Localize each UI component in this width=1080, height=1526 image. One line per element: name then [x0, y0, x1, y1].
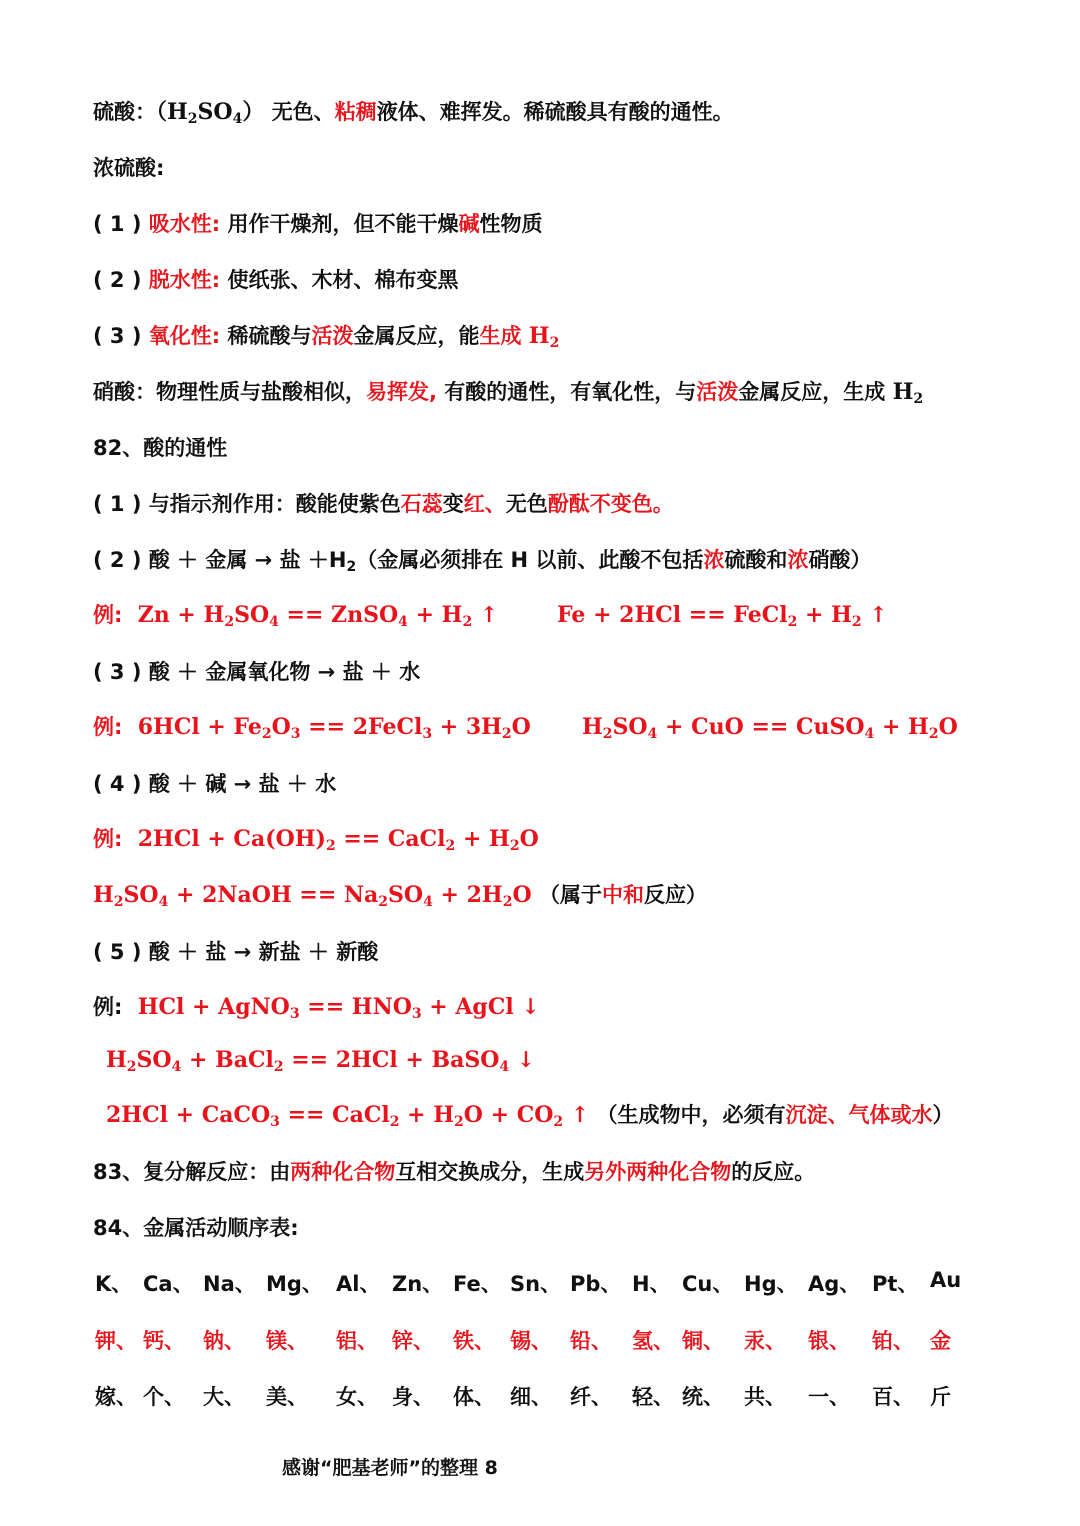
example-2b: Fe + 2HCl == FeCl$_2$ + $H_2$ ↑	[557, 602, 888, 630]
example-5b: $H_2SO_4$ + BaCl$_2$ == 2HCl + BaSO$_4$ ↓	[106, 1047, 536, 1075]
metal-mnemonic-row	[0, 1381, 1080, 1415]
sulfuric-acid-line: 硫酸：$(H_2SO_4)$ 无色、粘稠液体、难挥发。稀硫酸具有酸的通性。	[93, 99, 734, 127]
metal-name-14: 金	[930, 1329, 951, 1353]
heading-83: 83、复分解反应：由两种化合物互相交换成分，生成另外两种化合物的反应。	[93, 1160, 816, 1184]
metal-symbol-7: Sn、	[510, 1272, 562, 1296]
metal-mnemonic-6: 体、	[453, 1385, 495, 1409]
example-4: 例: $2HCl + Ca(OH)_2$ == CaCl$_2$ + $H_2O$	[93, 826, 539, 854]
metal-symbol-3: Mg、	[266, 1272, 323, 1296]
general-property-2: ( 2 ) 酸 ＋ 金属 → 盐 $+H_2$（金属必须排在 H 以前、此酸不包括浓硫酸和浓硝酸）	[93, 548, 872, 575]
metal-symbol-2: Na、	[203, 1272, 256, 1296]
metal-mnemonic-9: 轻、	[632, 1385, 674, 1409]
general-property-4: ( 4 ) 酸 ＋ 碱 → 盐 ＋ 水	[93, 772, 337, 796]
metal-name-13: 铂、	[872, 1329, 914, 1353]
metal-name-10: 铜、	[682, 1329, 724, 1353]
example-4b: $H_2SO_4$ + 2NaOH == $Na_2SO_4 + 2H_2O$ （属于中和反应）	[93, 882, 707, 910]
metal-symbol-9: H、	[632, 1272, 671, 1296]
example-5c: 2HCl + CaCO$_3$ == CaCl$_2$ + $H_2O + CO_2$ ↑ （生成物中，必须有沉淀、气体或水）	[106, 1102, 954, 1130]
general-property-5: ( 5 ) 酸 ＋ 盐 → 新盐 ＋ 新酸	[93, 940, 379, 964]
conc-sulfuric-title: 浓硫酸:	[93, 156, 165, 180]
metal-name-8: 铅、	[570, 1329, 612, 1353]
metal-name-0: 钾、	[95, 1329, 137, 1353]
property-2: ( 2 ) 脱水性: 使纸张、木材、棉布变黑	[93, 268, 459, 292]
metal-symbol-10: Cu、	[682, 1272, 734, 1296]
metal-mnemonic-14: 斤	[930, 1385, 951, 1409]
property-1: ( 1 ) 吸水性: 用作干燥剂，但不能干燥碱性物质	[93, 212, 543, 236]
metal-symbol-5: Zn、	[392, 1272, 444, 1296]
heading-84: 84、金属活动顺序表:	[93, 1216, 299, 1240]
metal-symbol-13: Pt、	[872, 1272, 919, 1296]
metal-mnemonic-3: 美、	[266, 1385, 308, 1409]
metal-name-4: 铝、	[336, 1329, 378, 1353]
metal-mnemonic-8: 纤、	[570, 1385, 612, 1409]
metal-symbol-8: Pb、	[570, 1272, 622, 1296]
metal-symbol-6: Fe、	[453, 1272, 502, 1296]
metal-mnemonic-5: 身、	[392, 1385, 434, 1409]
metal-symbol-4: Al、	[336, 1272, 381, 1296]
metal-mnemonic-13: 百、	[872, 1385, 914, 1409]
property-3: ( 3 ) 氧化性: 稀硫酸与活泼金属反应，能生成 $H_2$	[93, 323, 560, 351]
general-property-3: ( 3 ) 酸 ＋ 金属氧化物 → 盐 ＋ 水	[93, 660, 421, 684]
metal-mnemonic-7: 细、	[510, 1385, 552, 1409]
metal-symbol-14: Au	[930, 1268, 962, 1292]
metal-names-row	[0, 1325, 1080, 1359]
metal-name-2: 钠、	[203, 1329, 245, 1353]
metal-symbols-row	[0, 1268, 1080, 1302]
metal-mnemonic-4: 女、	[336, 1385, 378, 1409]
metal-mnemonic-0: 嫁、	[95, 1385, 137, 1409]
example-2: 例: $Zn + H_2SO_4$ == ZnSO$_4$ + $H_2$ ↑	[93, 602, 499, 630]
metal-name-11: 汞、	[744, 1329, 786, 1353]
metal-mnemonic-11: 共、	[744, 1385, 786, 1409]
metal-name-9: 氢、	[632, 1329, 674, 1353]
metal-mnemonic-12: 一、	[808, 1385, 850, 1409]
metal-symbol-11: Hg、	[744, 1272, 798, 1296]
metal-mnemonic-1: 个、	[143, 1385, 185, 1409]
metal-mnemonic-2: 大、	[203, 1385, 245, 1409]
metal-symbol-1: Ca、	[143, 1272, 194, 1296]
footer-credit: 感谢“肥基老师”的整理 8	[282, 1457, 498, 1479]
nitric-acid-line: 硝酸：物理性质与盐酸相似，易挥发, 有酸的通性，有氧化性，与活泼金属反应，生成 $H_2$	[93, 379, 924, 407]
metal-symbol-0: K、	[95, 1272, 133, 1296]
metal-mnemonic-10: 统、	[682, 1385, 724, 1409]
metal-name-5: 锌、	[392, 1329, 434, 1353]
example-5: 例: HCl + AgNO$_3$ == $HNO_3$ + AgCl ↓	[93, 994, 540, 1022]
metal-name-3: 镁、	[266, 1329, 308, 1353]
metal-name-12: 银、	[808, 1329, 850, 1353]
metal-symbol-12: Ag、	[808, 1272, 861, 1296]
general-property-1: ( 1 ) 与指示剂作用：酸能使紫色石蕊变红、无色酚酞不变色。	[93, 492, 674, 516]
metal-name-6: 铁、	[453, 1329, 495, 1353]
example-3: 例: $6HCl + Fe_2O_3$ == 2FeCl$_3$ + $3H_2O$	[93, 714, 531, 742]
metal-name-1: 钙、	[143, 1329, 185, 1353]
heading-82: 82、酸的通性	[93, 436, 228, 460]
metal-name-7: 锡、	[510, 1329, 552, 1353]
example-3b: $H_2SO_4$ + CuO == CuSO$_4$ + $H_2O$	[582, 714, 958, 742]
